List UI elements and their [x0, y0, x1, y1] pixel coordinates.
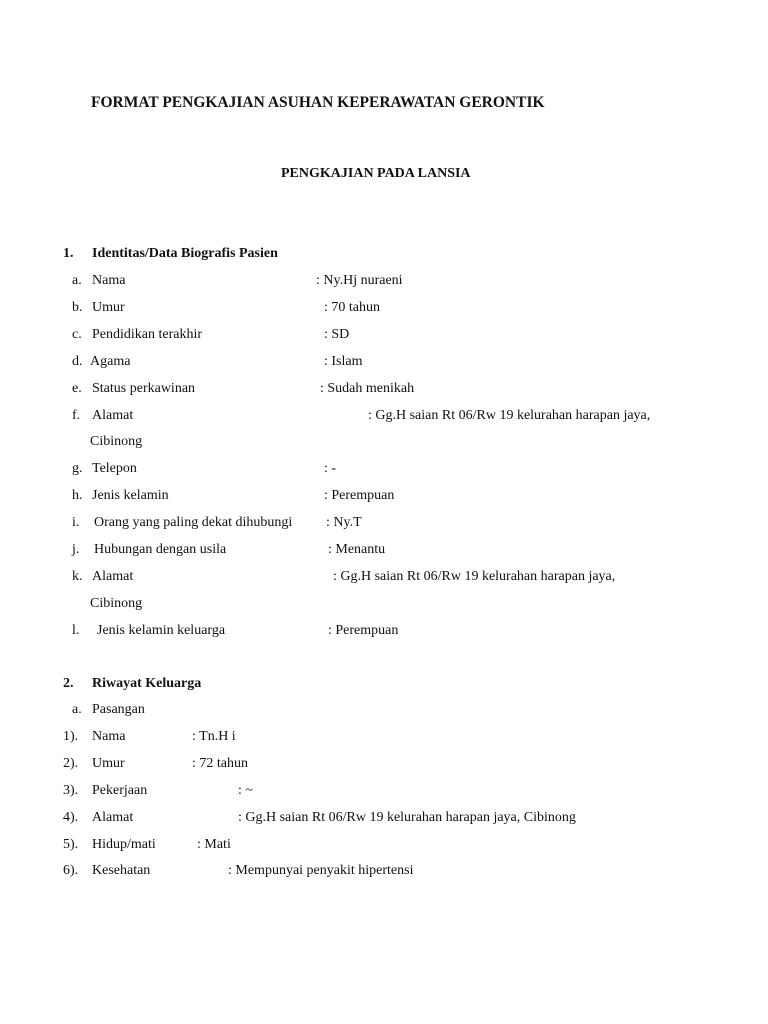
item-label: Umur — [92, 300, 125, 315]
item-label: Jenis kelamin keluarga — [97, 623, 226, 638]
item-marker: c. — [72, 327, 82, 342]
document-title: FORMAT PENGKAJIAN ASUHAN KEPERAWATAN GERONTIK — [91, 94, 545, 111]
item-label: Alamat — [92, 810, 134, 825]
section1-heading: Identitas/Data Biografis Pasien — [92, 246, 278, 261]
item-value: : Gg.H saian Rt 06/Rw 19 kelurahan harapan jaya, Cibinong — [238, 810, 576, 825]
subsection-marker: a. — [72, 702, 82, 717]
item-value: : Tn.H i — [192, 729, 236, 744]
item-value: : ~ — [238, 783, 253, 798]
item-marker: g. — [72, 461, 83, 476]
item-marker: a. — [72, 273, 82, 288]
section2-heading: Riwayat Keluarga — [92, 676, 202, 691]
item-marker: l. — [72, 623, 80, 638]
item-label: Kesehatan — [92, 863, 151, 878]
item-label: Telepon — [92, 461, 137, 476]
item-value: : Islam — [324, 354, 363, 369]
item-marker: 6). — [63, 863, 79, 878]
item-value-continuation: Cibinong — [90, 596, 143, 611]
item-marker: i. — [72, 515, 80, 530]
item-marker: f. — [72, 408, 81, 423]
item-label: Hidup/mati — [92, 837, 156, 852]
item-value: : Mati — [197, 837, 231, 852]
item-label: Nama — [92, 729, 126, 744]
item-value: : Gg.H saian Rt 06/Rw 19 kelurahan harapan jaya, — [368, 408, 651, 423]
item-value: : Mempunyai penyakit hipertensi — [228, 863, 414, 878]
item-value: : Ny.Hj nuraeni — [316, 273, 403, 288]
item-value: : 72 tahun — [192, 756, 248, 771]
item-value: : 70 tahun — [324, 300, 380, 315]
item-value: : Perempuan — [324, 488, 395, 503]
item-marker: k. — [72, 569, 83, 584]
item-marker: 3). — [63, 783, 79, 798]
item-label: Agama — [90, 354, 131, 369]
item-label: Alamat — [92, 569, 134, 584]
item-label: Umur — [92, 756, 125, 771]
item-marker: h. — [72, 488, 83, 503]
item-value: : Menantu — [328, 542, 386, 557]
item-value: : Ny.T — [326, 515, 362, 530]
item-value: : SD — [324, 327, 350, 342]
section1-number: 1. — [63, 246, 74, 261]
item-value: : Gg.H saian Rt 06/Rw 19 kelurahan harapan jaya, — [333, 569, 616, 584]
item-label: Pekerjaan — [92, 783, 148, 798]
item-value: : - — [324, 461, 337, 476]
item-value: : Sudah menikah — [320, 381, 415, 396]
item-marker: j. — [72, 542, 80, 557]
item-marker: e. — [72, 381, 82, 396]
item-label: Pendidikan terakhir — [92, 327, 203, 342]
item-marker: 1). — [63, 729, 79, 744]
item-marker: 4). — [63, 810, 79, 825]
subsection-label: Pasangan — [92, 702, 145, 717]
item-label: Status perkawinan — [92, 381, 196, 396]
item-marker: 5). — [63, 837, 79, 852]
section2-number: 2. — [63, 676, 74, 691]
item-label: Nama — [92, 273, 126, 288]
item-label: Hubungan dengan usila — [94, 542, 227, 557]
document-subtitle: PENGKAJIAN PADA LANSIA — [281, 166, 471, 181]
item-marker: 2). — [63, 756, 79, 771]
item-label: Orang yang paling dekat dihubungi — [94, 515, 293, 530]
item-label: Alamat — [92, 408, 134, 423]
item-value: : Perempuan — [328, 623, 399, 638]
item-value-continuation: Cibinong — [90, 434, 143, 449]
item-label: Jenis kelamin — [92, 488, 169, 503]
item-marker: b. — [72, 300, 83, 315]
item-marker: d. — [72, 354, 83, 369]
